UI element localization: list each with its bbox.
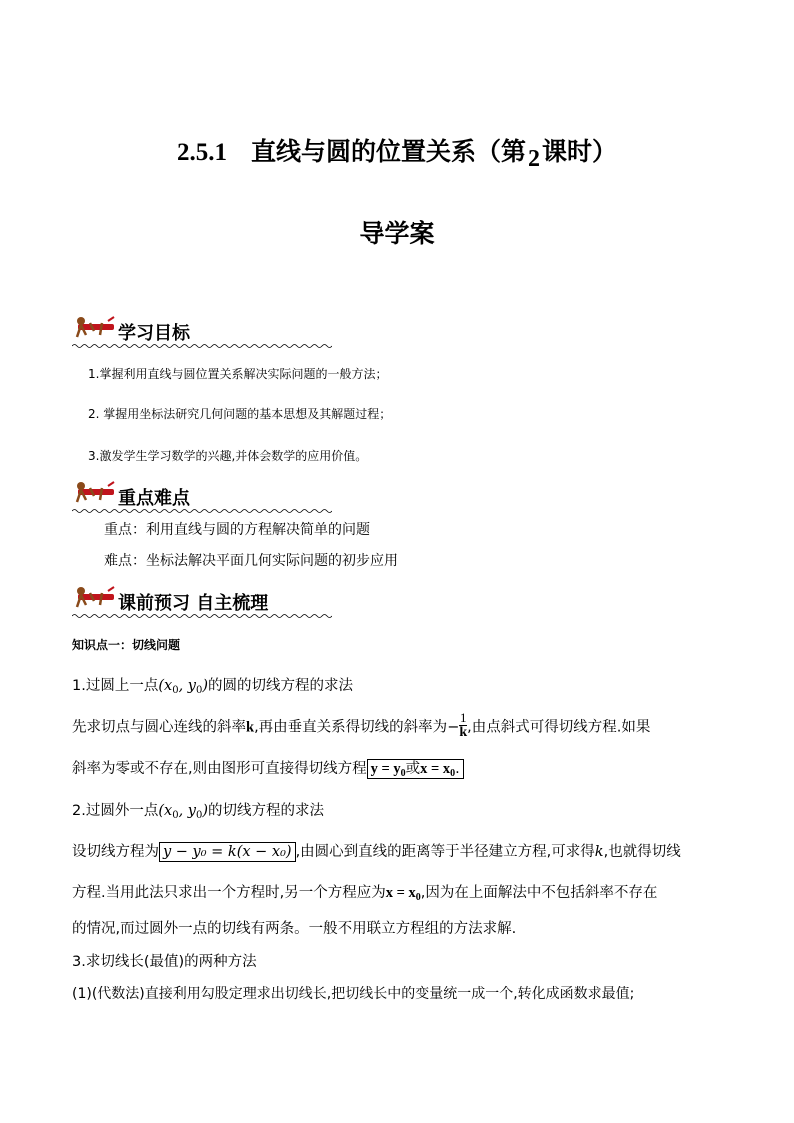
goal-item: 3.激发学生学习数学的兴趣,并体会数学的应用价值。 (88, 449, 368, 463)
pencil-figure-icon (72, 313, 118, 343)
focus-text: 重点：利用直线与圆的方程解决简单的问题 (104, 522, 370, 538)
boxed-answer: $y = y_0$或$x = x_0$. (367, 759, 464, 779)
paragraph-3-title: 3.求切线长(最值)的两种方法 (72, 954, 257, 970)
section-heading-key (72, 478, 332, 514)
title-text-b: 课时） (542, 137, 618, 166)
point-coordinates: ($x_0$, $y_0$) (158, 678, 209, 696)
paragraph-2-title: 2.过圆外一点($x_0$, $y_0$)的切线方程的求法 (72, 803, 325, 821)
paragraph-1-title: 1.过圆上一点($x_0$, $y_0$)的圆的切线方程的求法 (72, 678, 354, 696)
pencil-figure-icon (72, 478, 118, 508)
goal-item: 1.掌握利用直线与圆位置关系解决实际问题的一般方法； (88, 367, 388, 381)
wavy-underline (72, 613, 332, 619)
section-heading-preview (72, 583, 332, 619)
title-text-a: 直线与圆的位置关系（第 (250, 137, 526, 166)
paragraph-1-line-2: 斜率为零或不存在,则由图形可直接得切线方程 $y = y_0$或$x = x_0$. (72, 757, 464, 779)
paragraph-2-line-3: 的情况,而过圆外一点的切线有两条。一般不用联立方程组的方法求解. (72, 921, 517, 937)
paragraph-3-line-1: (1)(代数法)直接利用勾股定理求出切线长,把切线长中的变量统一成一个,转化成函数求最值; (72, 986, 635, 1002)
section-title: 重点难点 (118, 488, 190, 509)
section-title: 学习目标 (118, 323, 190, 344)
knowledge-point-heading: 知识点一：切线问题 (72, 638, 181, 652)
section-title: 课前预习 自主梳理 (118, 593, 269, 614)
paragraph-1-line-1: 先求切点与圆心连线的斜率k,再由垂直关系得切线的斜率为− $\frac{1}{k}$ ,由点斜式可得切线方程.如果 (72, 710, 651, 740)
paragraph-2-line-2: 方程.当用此法只求出一个方程时,另一个方程应为$x = x_0$,因为在上面解法中不包括斜率不存在 (72, 885, 658, 903)
page-subtitle: 导学案 (359, 219, 435, 248)
pencil-figure-icon (72, 583, 118, 613)
title-session-number: 2 (528, 146, 540, 172)
slope-k: k (246, 719, 255, 736)
section-heading-goals (72, 313, 332, 349)
page-title (0, 132, 794, 172)
difficulty-text: 难点：坐标法解决平面几何实际问题的初步应用 (104, 553, 398, 569)
wavy-underline (72, 343, 332, 349)
slope-fraction: $\frac{1}{k}$ (459, 710, 468, 740)
goal-item: 2. 掌握用坐标法研究几何问题的基本思想及其解题过程； (88, 407, 392, 421)
boxed-tangent-equation: y − y₀ = k(x − x₀) (159, 842, 296, 862)
title-number: 2.5.1 (176, 139, 227, 166)
wavy-underline (72, 508, 332, 514)
paragraph-2-line-1: 设切线方程为 y − y₀ = k(x − x₀) ,由圆心到直线的距离等于半径建立方程,可求得k,也就得切线 (72, 844, 681, 860)
point-coordinates: ($x_0$, $y_0$) (158, 803, 209, 821)
